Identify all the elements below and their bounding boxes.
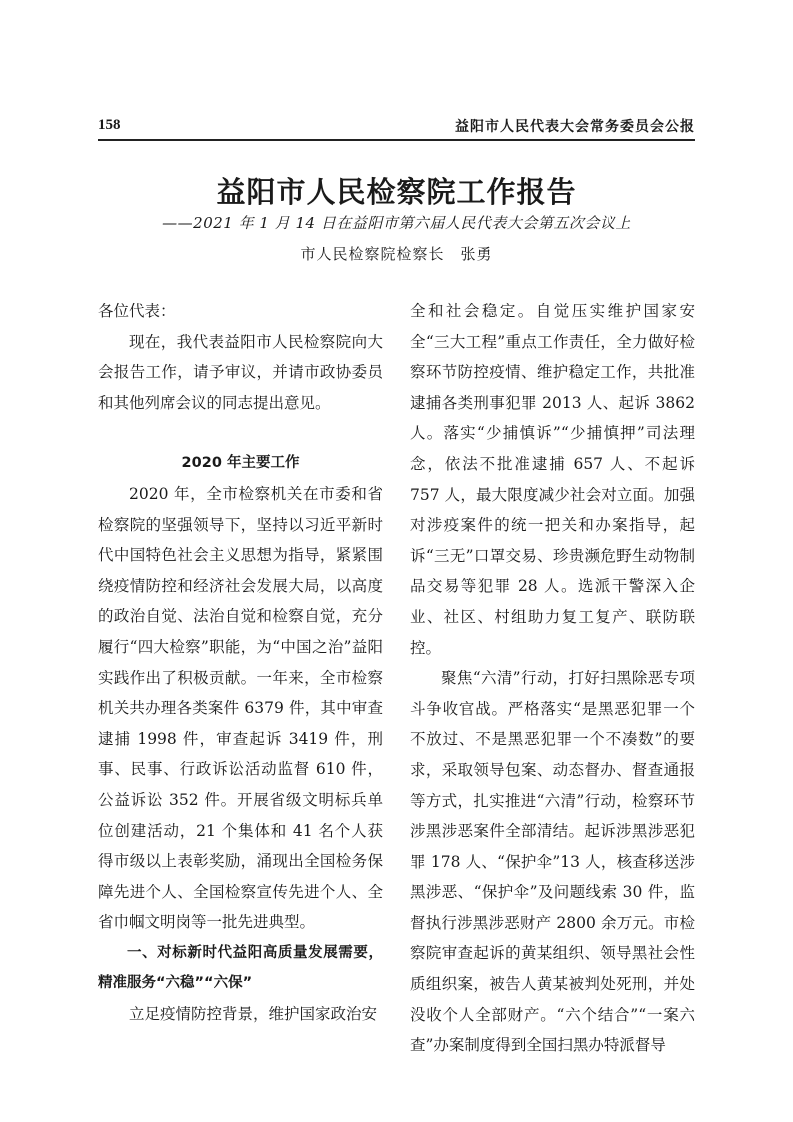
page-number: 158	[98, 117, 121, 133]
left-column	[98, 296, 383, 1030]
right-column	[410, 296, 695, 1061]
report-author: 市人民检察院检察长 张勇	[300, 245, 493, 263]
report-title: 益阳市人民检察院工作报告	[216, 175, 577, 209]
paragraph-2-continued: 全和社会稳定。自觉压实维护国家安全“三大工程”重点工作责任，全力做好检察环节防控疫情、维护稳定工作，共批准逮捕各类刑事犯罪 2013 人、起诉 3862 人。落实“少捕慎诉”“少捕慎押”司法理念，依法不批准逮捕 657 人、不起诉 757 人，最大限度减少社会对立面。加强对涉疫案件的统一把关和办案指导，起诉“三无”口罩交易、珍贵濒危野生动物制品交易等犯罪 28 人。选派干警深入企业、社区、村组助力复工复产、联防联控。	[410, 302, 695, 657]
paragraph-3: 聚焦“六清”行动，打好扫黑除恶专项斗争收官战。严格落实“是黑恶犯罪一个不放过、不是黑恶犯罪一个不凑数”的要求，采取领导包案、动态督办、督查通报等方式，扎实推进“六清”行动，检察环节涉黑涉恶案件全部清结。起诉涉黑涉恶犯罪 178 人、“保护伞”13 人，核查移送涉黑涉恶、“保护伞”及问题线索 30 件，监督执行涉黑涉恶财产 2800 余万元。市检察院审查起诉的黄某组织、领导黑社会性质组织案，被告人黄某被判处死刑，并处没收个人全部财产。“六个结合”“一案六查”办案制度得到全国扫黑办特派督导	[410, 669, 695, 1055]
paragraph-summary: 2020 年，全市检察机关在市委和省检察院的坚强领导下，坚持以习近平新时代中国特色社会主义思想为指导，紧紧围绕疫情防控和经济社会发展大局，以高度的政治自觉、法治自觉和检察自觉，充分履行“四大检察”职能，为“中国之治”益阳实践作出了积极贡献。一年来，全市检察机关共办理各类案件 6379 件，其中审查逮捕 1998 件，审查起诉 3419 件，刑事、民事、行政诉讼活动监督 610 件，公益诉讼 352 件。开展省级文明标兵单位创建活动，21 个集体和 41 名个人获得市级以上表彰奖励，涌现出全国检务保障先进个人、全国检察宣传先进个人、全省巾帼文明岗等一批先进典型。	[98, 484, 383, 932]
page-header	[98, 113, 695, 141]
salutation: 各位代表：	[98, 302, 176, 320]
paragraph-2-start: 立足疫情防控背景，维护国家政治安	[129, 1005, 378, 1024]
section-title: 2020 年主要工作	[181, 455, 300, 472]
report-subtitle: ——2021 年 1 月 14 日在益阳市第六届人民代表大会第五次会议上	[162, 214, 631, 232]
intro-paragraph: 现在，我代表益阳市人民检察院向大会报告工作，请予审议，并请市政协委员和其他列席会议的同志提出意见。	[98, 332, 383, 412]
subheading-1: 一、对标新时代益阳高质量发展需要，精准服务“六稳”“六保”	[98, 944, 383, 992]
journal-name: 益阳市人民代表大会常务委员会公报	[455, 119, 695, 135]
